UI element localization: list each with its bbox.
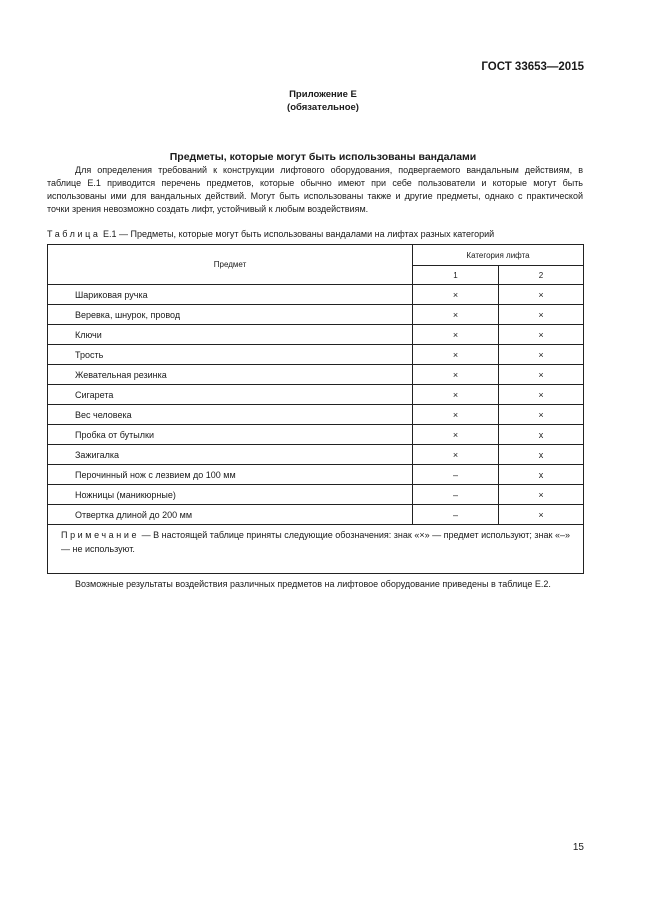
category-1-cell: × bbox=[413, 405, 499, 425]
item-cell: Отвертка длиной до 200 мм bbox=[48, 505, 413, 525]
appendix-status: (обязательное) bbox=[287, 102, 359, 113]
category-1-cell: – bbox=[413, 485, 499, 505]
items-table bbox=[47, 244, 584, 574]
item-cell: Трость bbox=[48, 345, 413, 365]
item-cell: Перочинный нож с лезвием до 100 мм bbox=[48, 465, 413, 485]
category-1-cell: – bbox=[413, 465, 499, 485]
table-caption-word: Таблица bbox=[47, 229, 101, 239]
table-row bbox=[48, 405, 584, 425]
table-row bbox=[48, 285, 584, 305]
table-row bbox=[48, 345, 584, 365]
table-caption-text: Е.1 — Предметы, которые могут быть использованы вандалами на лифтах разных категорий bbox=[103, 229, 495, 239]
category-2-cell: × bbox=[499, 285, 584, 305]
category-2-cell: × bbox=[499, 485, 584, 505]
table-row bbox=[48, 505, 584, 525]
item-cell: Зажигалка bbox=[48, 445, 413, 465]
table-note-text: — В настоящей таблице приняты следующие обозначения: знак «×» — предмет используют; знак «–» — не используют. bbox=[61, 530, 570, 554]
category-1-cell: × bbox=[413, 365, 499, 385]
table-row bbox=[48, 465, 584, 485]
page-number: 15 bbox=[572, 842, 584, 853]
intro-text: Для определения требований к конструкции лифтового оборудования, подвергаемого вандальным действиям, в таблице Е.1 приводится перечень предметов, которые обычно имеют при себе пользователи и которые могут быть использованы ими для вандальных действий. Могут быть использованы также и другие предметы, однако с практической точки зрения невозможно создать лифт, устойчивый к любым воздействиям. bbox=[47, 165, 583, 214]
category-1-cell: × bbox=[413, 445, 499, 465]
column-header-category-1: 1 bbox=[413, 266, 499, 285]
section-title: Предметы, которые могут быть использованы вандалами bbox=[169, 151, 477, 163]
category-2-cell: × bbox=[499, 305, 584, 325]
table-row bbox=[48, 325, 584, 345]
category-1-cell: × bbox=[413, 325, 499, 345]
category-1-cell: × bbox=[413, 425, 499, 445]
table-row bbox=[48, 485, 584, 505]
table-caption bbox=[47, 229, 494, 239]
category-2-cell: × bbox=[499, 405, 584, 425]
category-2-cell: x bbox=[499, 445, 584, 465]
table-note bbox=[48, 525, 584, 574]
result-text: Возможные результаты воздействия различных предметов на лифтовое оборудование приведены в таблице Е.2. bbox=[75, 579, 551, 589]
category-2-cell: x bbox=[499, 465, 584, 485]
table-row bbox=[48, 445, 584, 465]
category-1-cell: × bbox=[413, 385, 499, 405]
category-2-cell: x bbox=[499, 425, 584, 445]
item-cell: Сигарета bbox=[48, 385, 413, 405]
item-cell: Пробка от бутылки bbox=[48, 425, 413, 445]
item-cell: Шариковая ручка bbox=[48, 285, 413, 305]
table-row bbox=[48, 365, 584, 385]
item-cell: Веревка, шнурок, провод bbox=[48, 305, 413, 325]
table-row bbox=[48, 385, 584, 405]
table-body bbox=[48, 285, 584, 525]
column-header-category: Категория лифта bbox=[413, 245, 584, 266]
category-1-cell: – bbox=[413, 505, 499, 525]
item-cell: Ножницы (маникюрные) bbox=[48, 485, 413, 505]
table-row bbox=[48, 305, 584, 325]
category-2-cell: × bbox=[499, 345, 584, 365]
standard-number: ГОСТ 33653—2015 bbox=[481, 61, 584, 73]
category-1-cell: × bbox=[413, 305, 499, 325]
appendix-title: Приложение Е bbox=[289, 89, 357, 100]
appendix-heading bbox=[0, 88, 646, 114]
table-note-word: Примечание bbox=[61, 530, 140, 540]
category-2-cell: × bbox=[499, 505, 584, 525]
column-header-category-2: 2 bbox=[499, 266, 584, 285]
category-1-cell: × bbox=[413, 345, 499, 365]
item-cell: Ключи bbox=[48, 325, 413, 345]
category-2-cell: × bbox=[499, 385, 584, 405]
item-cell: Жевательная резинка bbox=[48, 365, 413, 385]
table-row bbox=[48, 425, 584, 445]
column-header-item: Предмет bbox=[48, 245, 413, 285]
item-cell: Вес человека bbox=[48, 405, 413, 425]
result-paragraph bbox=[47, 578, 583, 591]
intro-paragraph bbox=[47, 164, 583, 216]
category-1-cell: × bbox=[413, 285, 499, 305]
category-2-cell: × bbox=[499, 365, 584, 385]
category-2-cell: × bbox=[499, 325, 584, 345]
